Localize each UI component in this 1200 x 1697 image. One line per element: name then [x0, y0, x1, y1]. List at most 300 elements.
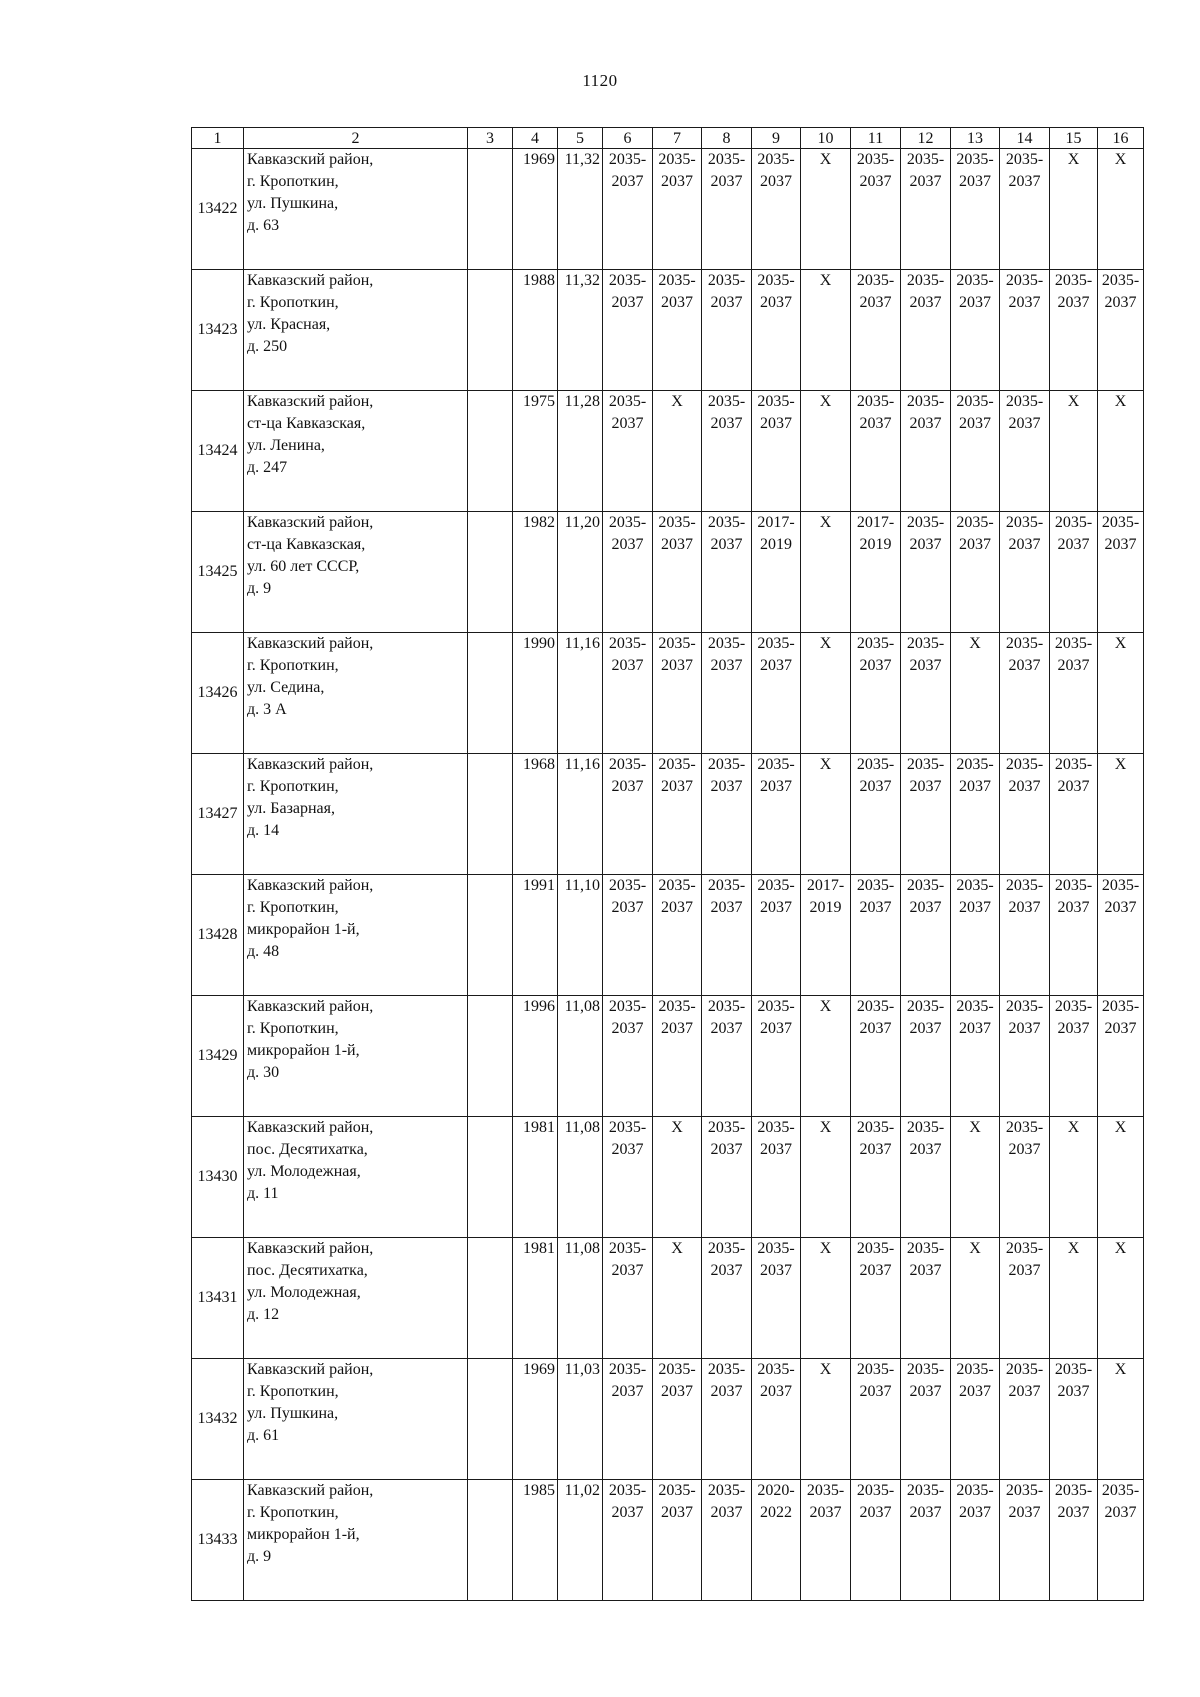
period-part: 2037 — [760, 899, 792, 916]
column-header-3: 3 — [468, 128, 513, 149]
schedule-cell-col11 — [851, 1117, 901, 1238]
period-part: 2037 — [760, 1141, 792, 1158]
period-part: 2037 — [859, 899, 892, 916]
period-part: 2035- — [707, 877, 746, 894]
not-applicable-mark: X — [969, 1240, 981, 1257]
year-cell: 1969 — [513, 149, 558, 270]
header-row — [192, 128, 1144, 149]
period-part: 2035- — [608, 393, 647, 410]
not-applicable-mark: X — [1067, 151, 1080, 168]
period-part: 2035- — [906, 1361, 945, 1378]
schedule-cell-col13 — [951, 1117, 1000, 1238]
period-part: 2037 — [959, 415, 991, 432]
schedule-cell-col15 — [1050, 512, 1098, 633]
period-part: 2035- — [707, 1361, 746, 1378]
schedule-cell-col16 — [1098, 1359, 1144, 1480]
table-row — [192, 391, 1144, 512]
address-line: д. 9 — [247, 1548, 272, 1565]
schedule-cell-col10 — [801, 633, 851, 754]
period-part: 2035- — [608, 151, 647, 168]
schedule-cell-col14 — [1000, 149, 1050, 270]
schedule-cell-col16 — [1098, 512, 1144, 633]
schedule-cell-col9 — [752, 512, 801, 633]
year-cell: 1996 — [513, 996, 558, 1117]
address-cell — [244, 1238, 468, 1359]
not-applicable-mark: X — [819, 1240, 832, 1257]
col3-cell — [468, 633, 513, 754]
period-part: 2035- — [757, 1361, 795, 1378]
schedule-cell-col14 — [1000, 1117, 1050, 1238]
schedule-cell-col14 — [1000, 270, 1050, 391]
period-part: 2035- — [906, 635, 945, 652]
schedule-cell-col16 — [1098, 875, 1144, 996]
period-part: 2037 — [959, 536, 991, 553]
schedule-cell-col11 — [851, 633, 901, 754]
schedule-cell-col8 — [702, 149, 752, 270]
schedule-cell-col12 — [901, 149, 951, 270]
address-line: ул. Седина, — [247, 679, 325, 696]
period-part: 2035- — [956, 1482, 994, 1499]
period-part: 2035- — [1054, 1482, 1093, 1499]
period-part: 2035- — [856, 1119, 895, 1136]
schedule-cell-col6 — [603, 875, 653, 996]
address-cell — [244, 270, 468, 391]
schedule-cell-col11 — [851, 1238, 901, 1359]
column-header-4: 4 — [513, 128, 558, 149]
year-cell: 1991 — [513, 875, 558, 996]
schedule-cell-col10 — [801, 149, 851, 270]
table-row — [192, 1117, 1144, 1238]
schedule-cell-col15 — [1050, 1117, 1098, 1238]
schedule-cell-col6 — [603, 270, 653, 391]
address-line: пос. Десятихатка, — [247, 1141, 368, 1158]
year-cell: 1988 — [513, 270, 558, 391]
record-number: 13424 — [192, 391, 244, 512]
address-line: д. 250 — [247, 338, 288, 355]
address-cell — [244, 149, 468, 270]
schedule-cell-col9 — [752, 1238, 801, 1359]
col3-cell — [468, 1238, 513, 1359]
schedule-cell-col6 — [603, 1480, 653, 1601]
period-part: 2035- — [757, 998, 795, 1015]
year-cell: 1968 — [513, 754, 558, 875]
period-part: 2037 — [710, 1141, 743, 1158]
period-part: 2035- — [707, 756, 746, 773]
period-part: 2035- — [1005, 1240, 1044, 1257]
period-part: 2035- — [707, 151, 746, 168]
period-part: 2037 — [760, 1020, 792, 1037]
period-part: 2035- — [608, 877, 647, 894]
address-line: микрорайон 1-й, — [247, 1042, 360, 1059]
schedule-cell-col7 — [653, 512, 702, 633]
address-cell — [244, 754, 468, 875]
not-applicable-mark: X — [1114, 1119, 1127, 1136]
period-part: 2037 — [909, 1504, 942, 1521]
period-part: 2035- — [707, 1119, 746, 1136]
period-part: 2035- — [608, 756, 647, 773]
address-line: Кавказский район, — [247, 1482, 374, 1499]
address-line: микрорайон 1-й, — [247, 1526, 360, 1543]
address-line: д. 11 — [247, 1185, 279, 1202]
period-part: 2035- — [1005, 1482, 1044, 1499]
period-part: 2037 — [611, 899, 644, 916]
address-cell — [244, 1480, 468, 1601]
schedule-cell-col13 — [951, 1480, 1000, 1601]
schedule-cell-col9 — [752, 875, 801, 996]
schedule-cell-col12 — [901, 512, 951, 633]
period-part: 2035- — [906, 151, 945, 168]
period-part: 2035- — [608, 272, 647, 289]
not-applicable-mark: X — [819, 756, 832, 773]
schedule-cell-col13 — [951, 512, 1000, 633]
period-part: 2035- — [906, 514, 945, 531]
schedule-cell-col14 — [1000, 391, 1050, 512]
period-part: 2037 — [1008, 1383, 1041, 1400]
period-part: 2035- — [757, 635, 795, 652]
period-part: 2037 — [710, 415, 743, 432]
column-header-16: 16 — [1098, 128, 1144, 149]
not-applicable-mark: X — [969, 1119, 981, 1136]
record-number: 13426 — [192, 633, 244, 754]
schedule-cell-col6 — [603, 512, 653, 633]
year-cell: 1985 — [513, 1480, 558, 1601]
period-part: 2037 — [611, 1262, 644, 1279]
period-part: 2035- — [906, 393, 945, 410]
schedule-cell-col6 — [603, 1359, 653, 1480]
schedule-cell-col11 — [851, 1359, 901, 1480]
address-line: Кавказский район, — [247, 1361, 374, 1378]
period-part: 2035- — [956, 393, 994, 410]
schedule-cell-col9 — [752, 391, 801, 512]
address-line: д. 14 — [247, 822, 280, 839]
address-line: ст-ца Кавказская, — [247, 415, 366, 432]
schedule-cell-col8 — [702, 512, 752, 633]
period-part: 2035- — [658, 1482, 696, 1499]
address-line: ул. Базарная, — [247, 800, 336, 817]
schedule-cell-col9 — [752, 633, 801, 754]
period-part: 2019 — [859, 536, 892, 553]
not-applicable-mark: X — [671, 1240, 683, 1257]
schedule-cell-col14 — [1000, 1359, 1050, 1480]
col3-cell — [468, 1480, 513, 1601]
period-part: 2037 — [909, 1020, 942, 1037]
period-part: 2037 — [1104, 536, 1137, 553]
schedule-cell-col14 — [1000, 875, 1050, 996]
period-part: 2037 — [909, 778, 942, 795]
period-part: 2035- — [906, 756, 945, 773]
not-applicable-mark: X — [1067, 1119, 1080, 1136]
schedule-cell-col15 — [1050, 633, 1098, 754]
not-applicable-mark: X — [969, 635, 981, 652]
schedule-cell-col12 — [901, 754, 951, 875]
period-part: 2035- — [1005, 1361, 1044, 1378]
period-part: 2037 — [1057, 1020, 1090, 1037]
schedule-cell-col13 — [951, 1359, 1000, 1480]
period-part: 2035- — [757, 1240, 795, 1257]
table-row — [192, 149, 1144, 270]
period-part: 2035- — [658, 151, 696, 168]
address-line: д. 12 — [247, 1306, 280, 1323]
schedule-cell-col8 — [702, 875, 752, 996]
schedule-cell-col11 — [851, 512, 901, 633]
schedule-cell-col16 — [1098, 754, 1144, 875]
address-line: ул. Молодежная, — [247, 1163, 361, 1180]
period-part: 2035- — [1054, 877, 1093, 894]
schedule-cell-col11 — [851, 996, 901, 1117]
schedule-cell-col10 — [801, 270, 851, 391]
period-part: 2035- — [658, 635, 696, 652]
period-part: 2035- — [1101, 514, 1140, 531]
schedule-cell-col8 — [702, 754, 752, 875]
schedule-cell-col13 — [951, 391, 1000, 512]
schedule-cell-col10 — [801, 875, 851, 996]
schedule-cell-col7 — [653, 1359, 702, 1480]
period-part: 2037 — [611, 173, 644, 190]
period-part: 2037 — [611, 415, 644, 432]
schedule-cell-col7 — [653, 996, 702, 1117]
not-applicable-mark: X — [819, 151, 832, 168]
period-part: 2035- — [757, 151, 795, 168]
period-part: 2037 — [859, 415, 892, 432]
column-header-5: 5 — [558, 128, 603, 149]
period-part: 2037 — [1008, 415, 1041, 432]
period-part: 2035- — [608, 1361, 647, 1378]
area-cell: 11,08 — [558, 1238, 603, 1359]
period-part: 2035- — [658, 1361, 696, 1378]
address-line: Кавказский район, — [247, 1240, 374, 1257]
period-part: 2035- — [906, 998, 945, 1015]
schedule-cell-col10 — [801, 1238, 851, 1359]
address-line: д. 63 — [247, 217, 280, 234]
period-part: 2037 — [1008, 173, 1041, 190]
period-part: 2035- — [608, 514, 647, 531]
record-number: 13425 — [192, 512, 244, 633]
period-part: 2035- — [1005, 756, 1044, 773]
period-part: 2035- — [956, 514, 994, 531]
year-cell: 1981 — [513, 1117, 558, 1238]
col3-cell — [468, 1117, 513, 1238]
period-part: 2037 — [859, 657, 892, 674]
period-part: 2035- — [856, 1240, 895, 1257]
area-cell: 11,10 — [558, 875, 603, 996]
column-header-8: 8 — [702, 128, 752, 149]
period-part: 2037 — [760, 657, 792, 674]
address-line: Кавказский район, — [247, 1119, 374, 1136]
period-part: 2037 — [611, 1383, 644, 1400]
year-cell: 1982 — [513, 512, 558, 633]
period-part: 2037 — [661, 173, 693, 190]
record-number: 13428 — [192, 875, 244, 996]
schedule-cell-col15 — [1050, 1359, 1098, 1480]
period-part: 2035- — [707, 1482, 746, 1499]
column-header-10: 10 — [801, 128, 851, 149]
period-part: 2035- — [1101, 877, 1140, 894]
not-applicable-mark: X — [819, 514, 832, 531]
schedule-cell-col14 — [1000, 996, 1050, 1117]
schedule-cell-col12 — [901, 270, 951, 391]
schedule-cell-col6 — [603, 633, 653, 754]
period-part: 2035- — [956, 1361, 994, 1378]
column-header-1: 1 — [192, 128, 244, 149]
schedule-cell-col9 — [752, 754, 801, 875]
schedule-cell-col10 — [801, 1359, 851, 1480]
period-part: 2037 — [859, 1504, 892, 1521]
address-cell — [244, 875, 468, 996]
record-number: 13427 — [192, 754, 244, 875]
period-part: 2035- — [906, 1240, 945, 1257]
period-part: 2035- — [856, 272, 895, 289]
schedule-cell-col13 — [951, 270, 1000, 391]
period-part: 2035- — [707, 1240, 746, 1257]
not-applicable-mark: X — [1114, 393, 1127, 410]
schedule-cell-col8 — [702, 391, 752, 512]
schedule-cell-col12 — [901, 996, 951, 1117]
period-part: 2022 — [760, 1504, 792, 1521]
period-part: 2037 — [859, 173, 892, 190]
schedule-cell-col14 — [1000, 1238, 1050, 1359]
year-cell: 1969 — [513, 1359, 558, 1480]
not-applicable-mark: X — [1114, 1361, 1127, 1378]
period-part: 2035- — [1005, 998, 1044, 1015]
schedule-cell-col7 — [653, 754, 702, 875]
schedule-cell-col16 — [1098, 270, 1144, 391]
address-line: ул. 60 лет СССР, — [247, 558, 360, 575]
col3-cell — [468, 1359, 513, 1480]
schedule-cell-col16 — [1098, 1238, 1144, 1359]
period-part: 2037 — [661, 294, 693, 311]
schedule-cell-col9 — [752, 1117, 801, 1238]
housing-schedule-table — [191, 127, 1144, 1601]
period-part: 2037 — [661, 1383, 693, 1400]
period-part: 2035- — [658, 272, 696, 289]
period-part: 2035- — [757, 756, 795, 773]
schedule-cell-col6 — [603, 149, 653, 270]
period-part: 2035- — [856, 1361, 895, 1378]
period-part: 2035- — [856, 393, 895, 410]
period-part: 2037 — [959, 173, 991, 190]
area-cell: 11,28 — [558, 391, 603, 512]
schedule-cell-col16 — [1098, 1117, 1144, 1238]
schedule-cell-col12 — [901, 1480, 951, 1601]
period-part: 2037 — [1104, 294, 1137, 311]
address-cell — [244, 996, 468, 1117]
period-part: 2037 — [760, 1383, 792, 1400]
column-header-6: 6 — [603, 128, 653, 149]
period-part: 2037 — [710, 173, 743, 190]
address-line: Кавказский район, — [247, 998, 374, 1015]
schedule-cell-col7 — [653, 1480, 702, 1601]
period-part: 2035- — [906, 877, 945, 894]
schedule-cell-col8 — [702, 1238, 752, 1359]
table-row — [192, 754, 1144, 875]
area-cell: 11,02 — [558, 1480, 603, 1601]
address-line: ул. Молодежная, — [247, 1284, 361, 1301]
schedule-cell-col10 — [801, 512, 851, 633]
schedule-cell-col14 — [1000, 512, 1050, 633]
period-part: 2037 — [909, 294, 942, 311]
schedule-cell-col7 — [653, 270, 702, 391]
address-line: г. Кропоткин, — [247, 778, 339, 795]
schedule-cell-col12 — [901, 1359, 951, 1480]
period-part: 2037 — [661, 536, 693, 553]
year-cell: 1975 — [513, 391, 558, 512]
period-part: 2035- — [1005, 514, 1044, 531]
not-applicable-mark: X — [819, 272, 832, 289]
period-part: 2035- — [1005, 393, 1044, 410]
period-part: 2035- — [906, 1119, 945, 1136]
period-part: 2037 — [710, 778, 743, 795]
period-part: 2037 — [1008, 536, 1041, 553]
column-header-15: 15 — [1050, 128, 1098, 149]
period-part: 2037 — [611, 1020, 644, 1037]
schedule-cell-col7 — [653, 875, 702, 996]
period-part: 2037 — [959, 1383, 991, 1400]
schedule-cell-col12 — [901, 633, 951, 754]
schedule-cell-col9 — [752, 1480, 801, 1601]
period-part: 2035- — [608, 1482, 647, 1499]
schedule-cell-col9 — [752, 270, 801, 391]
schedule-cell-col12 — [901, 1238, 951, 1359]
period-part: 2035- — [1054, 998, 1093, 1015]
record-number: 13431 — [192, 1238, 244, 1359]
period-part: 2037 — [1008, 294, 1041, 311]
period-part: 2035- — [1054, 514, 1093, 531]
period-part: 2037 — [1057, 536, 1090, 553]
address-line: Кавказский район, — [247, 877, 374, 894]
schedule-cell-col6 — [603, 1117, 653, 1238]
period-part: 2035- — [658, 877, 696, 894]
period-part: 2037 — [1008, 778, 1041, 795]
period-part: 2035- — [856, 998, 895, 1015]
year-cell: 1981 — [513, 1238, 558, 1359]
schedule-cell-col7 — [653, 391, 702, 512]
period-part: 2037 — [859, 1262, 892, 1279]
period-part: 2037 — [710, 536, 743, 553]
address-line: г. Кропоткин, — [247, 1020, 339, 1037]
period-part: 2035- — [956, 756, 994, 773]
period-part: 2035- — [658, 514, 696, 531]
schedule-cell-col15 — [1050, 1238, 1098, 1359]
address-line: д. 30 — [247, 1064, 280, 1081]
address-line: Кавказский район, — [247, 151, 374, 168]
schedule-cell-col13 — [951, 633, 1000, 754]
period-part: 2035- — [1005, 151, 1044, 168]
schedule-cell-col15 — [1050, 754, 1098, 875]
record-number: 13423 — [192, 270, 244, 391]
period-part: 2035- — [658, 998, 696, 1015]
address-line: пос. Десятихатка, — [247, 1262, 368, 1279]
period-part: 2037 — [909, 415, 942, 432]
area-cell: 11,08 — [558, 996, 603, 1117]
period-part: 2035- — [1005, 272, 1044, 289]
period-part: 2037 — [1008, 657, 1041, 674]
period-part: 2037 — [760, 1262, 792, 1279]
column-header-11: 11 — [851, 128, 901, 149]
schedule-cell-col13 — [951, 149, 1000, 270]
table-row — [192, 633, 1144, 754]
not-applicable-mark: X — [1114, 1240, 1127, 1257]
column-header-9: 9 — [752, 128, 801, 149]
period-part: 2035- — [608, 1240, 647, 1257]
period-part: 2037 — [909, 657, 942, 674]
address-line: д. 48 — [247, 943, 280, 960]
period-part: 2037 — [611, 536, 644, 553]
schedule-cell-col16 — [1098, 633, 1144, 754]
area-cell: 11,20 — [558, 512, 603, 633]
year-cell: 1990 — [513, 633, 558, 754]
period-part: 2035- — [1005, 635, 1044, 652]
schedule-cell-col11 — [851, 149, 901, 270]
